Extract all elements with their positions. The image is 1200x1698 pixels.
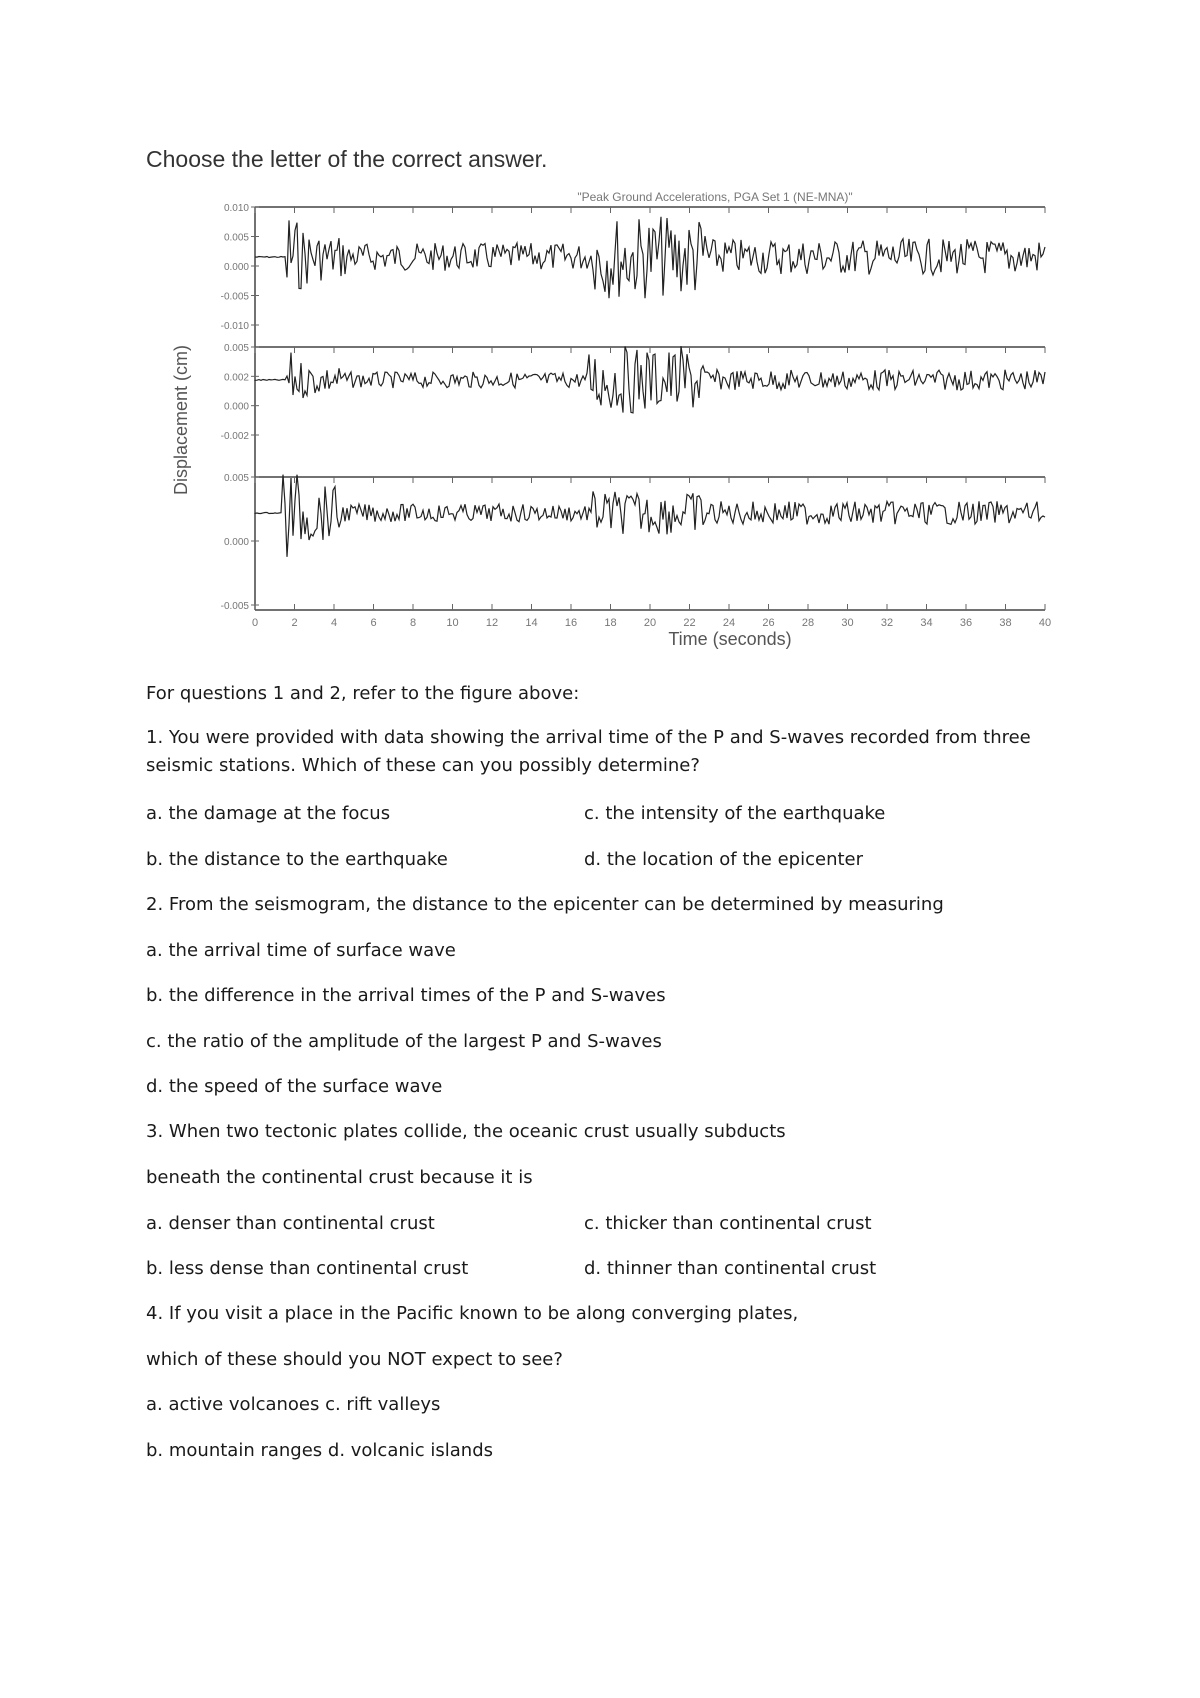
x-tick-label: 4 — [330, 617, 338, 629]
x-tick-label: 34 — [920, 617, 933, 629]
question-3-option-c: c. thicker than continental crust — [584, 1213, 872, 1234]
question-3-option-b: b. less dense than continental crust — [146, 1258, 469, 1279]
x-tick-labels — [252, 617, 1051, 629]
y-tick-labels — [221, 203, 250, 612]
figure-title: "Peak Ground Accelerations, PGA Set 1 (NE-MNA)" — [577, 190, 853, 204]
seismogram-trace-2 — [255, 346, 1045, 413]
y-tick-label: 0.005 — [223, 343, 249, 354]
y-tick-label: -0.010 — [220, 321, 249, 332]
x-tick-label: 26 — [762, 617, 775, 629]
question-2-option-c: c. the ratio of the amplitude of the largest P and S-waves — [146, 1031, 662, 1052]
question-3-option-a: a. denser than continental crust — [146, 1213, 435, 1234]
y-tick-label: 0.005 — [223, 232, 249, 244]
question-4-options-b-d: b. mountain ranges d. volcanic islands — [146, 1440, 494, 1461]
x-tick-label: 38 — [999, 617, 1012, 629]
x-axis-label: Time (seconds) — [668, 629, 792, 649]
y-tick-label: -0.005 — [220, 291, 249, 303]
question-2-stem: 2. From the seismogram, the distance to the epicenter can be determined by measuring — [146, 894, 944, 915]
x-tick-label: 6 — [370, 617, 377, 629]
tick-marks — [251, 207, 1045, 610]
x-tick-label: 8 — [409, 617, 417, 629]
x-tick-label: 30 — [841, 617, 854, 629]
question-2-option-a: a. the arrival time of surface wave — [146, 940, 456, 961]
y-tick-label: 0.000 — [223, 262, 249, 273]
y-tick-label: 0.005 — [223, 473, 249, 484]
seismogram-trace-1 — [255, 217, 1045, 298]
y-tick-label: 0.000 — [223, 537, 249, 548]
seismogram-svg — [165, 185, 1055, 655]
panel-frames — [255, 207, 1045, 610]
question-1-option-c: c. the intensity of the earthquake — [584, 803, 886, 824]
y-tick-label: -0.005 — [220, 601, 249, 612]
x-tick-label: 28 — [801, 617, 815, 629]
question-1-option-d: d. the location of the epicenter — [584, 849, 864, 870]
y-tick-label: 0.010 — [223, 203, 249, 214]
x-tick-label: 24 — [722, 617, 736, 629]
y-tick-label: 0.002 — [223, 372, 249, 384]
y-tick-label: -0.002 — [220, 431, 249, 442]
x-tick-label: 40 — [1038, 617, 1052, 629]
x-tick-label: 16 — [564, 617, 578, 629]
x-tick-label: 32 — [880, 617, 894, 629]
x-tick-label: 0 — [251, 617, 259, 629]
question-4-options-a-c: a. active volcanoes c. rift valleys — [146, 1394, 441, 1415]
question-4-stem-line-2: which of these should you NOT expect to see? — [146, 1349, 563, 1370]
figure-instruction: For questions 1 and 2, refer to the figure above: — [146, 683, 580, 704]
seismogram-figure — [165, 185, 1055, 655]
question-4-stem-line-1: 4. If you visit a place in the Pacific known to be along converging plates, — [146, 1303, 799, 1324]
x-tick-label: 10 — [446, 617, 459, 629]
question-1-stem: 1. You were provided with data showing the arrival time of the P and S-waves recorded from three seismic stations. Which of these can you possibly determine? — [146, 727, 1031, 776]
x-tick-label: 20 — [643, 617, 657, 629]
x-tick-label: 14 — [525, 617, 538, 629]
question-1-option-a: a. the damage at the focus — [146, 803, 391, 824]
x-tick-label: 2 — [291, 617, 298, 629]
question-3-stem-line-2: beneath the continental crust because it is — [146, 1167, 533, 1188]
page-heading: Choose the letter of the correct answer. — [146, 146, 548, 172]
question-2-option-d: d. the speed of the surface wave — [146, 1076, 443, 1097]
question-2-option-b: b. the difference in the arrival times of the P and S-waves — [146, 985, 666, 1006]
question-3-option-d: d. thinner than continental crust — [584, 1258, 877, 1279]
y-axis-label: Displacement (cm) — [171, 344, 191, 496]
x-tick-label: 12 — [485, 617, 499, 629]
seismogram-trace-3 — [255, 475, 1045, 557]
x-tick-label: 22 — [683, 617, 696, 629]
x-tick-label: 36 — [959, 617, 973, 629]
x-tick-label: 18 — [604, 617, 617, 629]
question-3-stem-line-1: 3. When two tectonic plates collide, the oceanic crust usually subducts — [146, 1121, 786, 1142]
y-tick-label: 0.000 — [223, 401, 249, 413]
question-1-option-b: b. the distance to the earthquake — [146, 849, 448, 870]
